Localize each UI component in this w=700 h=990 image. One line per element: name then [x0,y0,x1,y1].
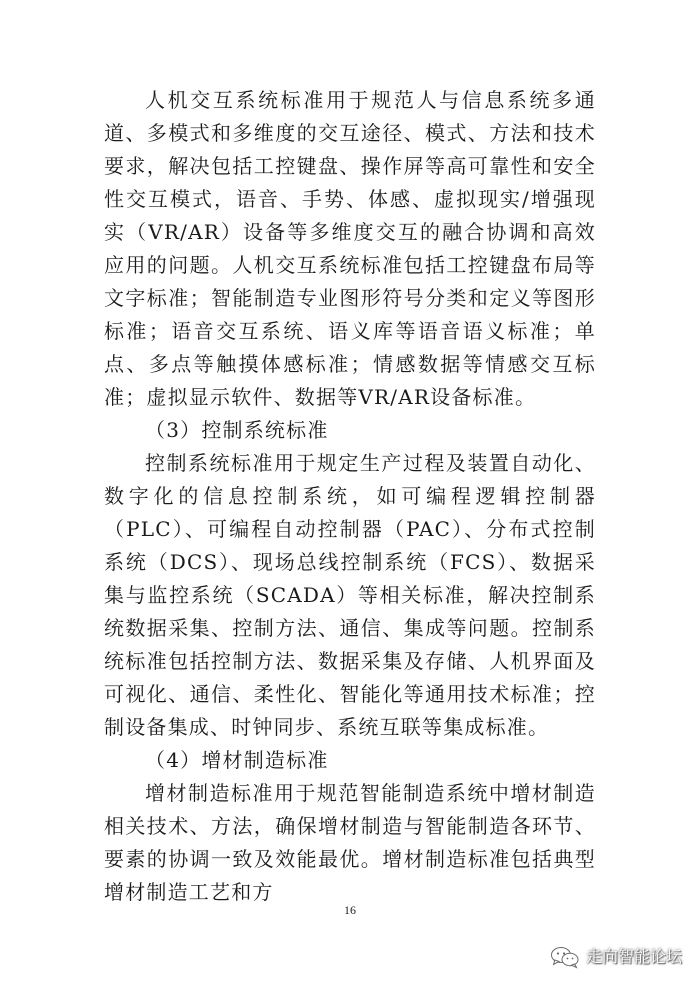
paragraph-control-systems: 控制系统标准用于规定生产过程及装置自动化、数字化的信息控制系统，如可编程逻辑控制器（PLC）、可编程自动控制器（PAC）、分布式控制系统（DCS）、现场总线控制系统（FCS）、数据采集与监控系统（SCADA）等相关标准，解决控制系统数据采集、控制方法、通信、集成等问题。控制系统标准包括控制方法、数据采集及存储、人机界面及可视化、通信、柔性化、智能化等通用技术标准；控制设备集成、时钟同步、系统互联等集成标准。 [104,451,596,739]
wechat-icon [550,945,580,969]
watermark-text: 走向智能论坛 [585,947,682,966]
document-body [104,84,596,909]
paragraph-hci-standards: 人机交互系统标准用于规范人与信息系统多通道、多模式和多维度的交互途径、模式、方法和技术要求，解决包括工控键盘、操作屏等高可靠性和安全性交互模式，语音、手势、体感、虚拟现实/增强现实（VR/AR）设备等多维度交互的融合协调和高效应用的问题。人机交互系统标准包括工控键盘布局等文字标准；智能制造专业图形符号分类和定义等图形标准；语音交互系统、语义库等语音语义标准；单点、多点等触摸体感标准；情感数据等情感交互标准；虚拟显示软件、数据等VR/AR设备标准。 [104,88,596,409]
section-heading-additive-manufacturing: （4）增材制造标准 [145,748,329,772]
watermark [550,945,682,969]
section-heading-control-systems: （3）控制系统标准 [145,418,329,442]
paragraph-additive-manufacturing: 增材制造标准用于规范智能制造系统中增材制造相关技术、方法，确保增材制造与智能制造各环节、要素的协调一致及效能最优。增材制造标准包括典型增材制造工艺和方 [104,781,596,904]
page-number: 16 [344,903,356,917]
